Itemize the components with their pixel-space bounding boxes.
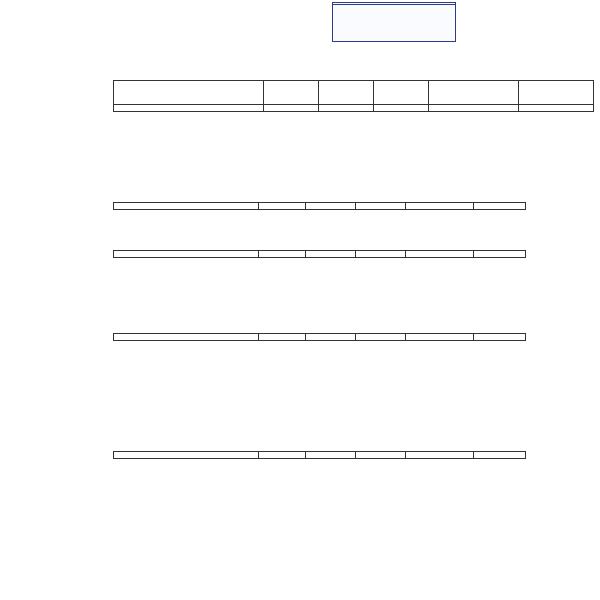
column-number <box>114 105 264 112</box>
column-number <box>356 334 406 341</box>
radionuclides-table <box>113 451 526 459</box>
col-header-error <box>374 81 429 105</box>
column-number <box>406 203 474 210</box>
column-number <box>306 452 356 459</box>
column-number <box>374 105 429 112</box>
col-header-method <box>429 81 519 105</box>
results-header-table <box>113 80 594 112</box>
column-number <box>259 203 306 210</box>
column-number <box>114 334 259 341</box>
column-number <box>406 452 474 459</box>
column-number <box>474 203 526 210</box>
column-number <box>319 105 374 112</box>
microbiology-table <box>113 333 526 341</box>
col-header-requirement <box>264 81 319 105</box>
column-number <box>264 105 319 112</box>
column-number <box>306 203 356 210</box>
toxic-elements-table <box>113 202 526 210</box>
column-number <box>406 251 474 258</box>
column-number <box>474 334 526 341</box>
pesticides-table <box>113 250 526 258</box>
col-header-compliance <box>519 81 594 105</box>
column-number <box>406 334 474 341</box>
column-numbers-row <box>114 105 594 112</box>
stamp-line-5 <box>333 4 455 5</box>
column-number <box>114 203 259 210</box>
column-number <box>306 334 356 341</box>
column-number <box>259 452 306 459</box>
column-number <box>429 105 519 112</box>
column-numbers-row <box>114 203 526 210</box>
column-number <box>474 251 526 258</box>
column-numbers-row <box>114 452 526 459</box>
column-number <box>356 452 406 459</box>
column-number <box>356 251 406 258</box>
col-header-result <box>319 81 374 105</box>
column-number <box>259 334 306 341</box>
column-numbers-row <box>114 251 526 258</box>
column-number <box>114 251 259 258</box>
col-header-name <box>114 81 264 105</box>
column-number <box>519 105 594 112</box>
column-number <box>474 452 526 459</box>
column-number <box>114 452 259 459</box>
column-number <box>356 203 406 210</box>
column-number <box>306 251 356 258</box>
column-number <box>259 251 306 258</box>
institute-stamp <box>332 2 456 42</box>
column-numbers-row <box>114 334 526 341</box>
